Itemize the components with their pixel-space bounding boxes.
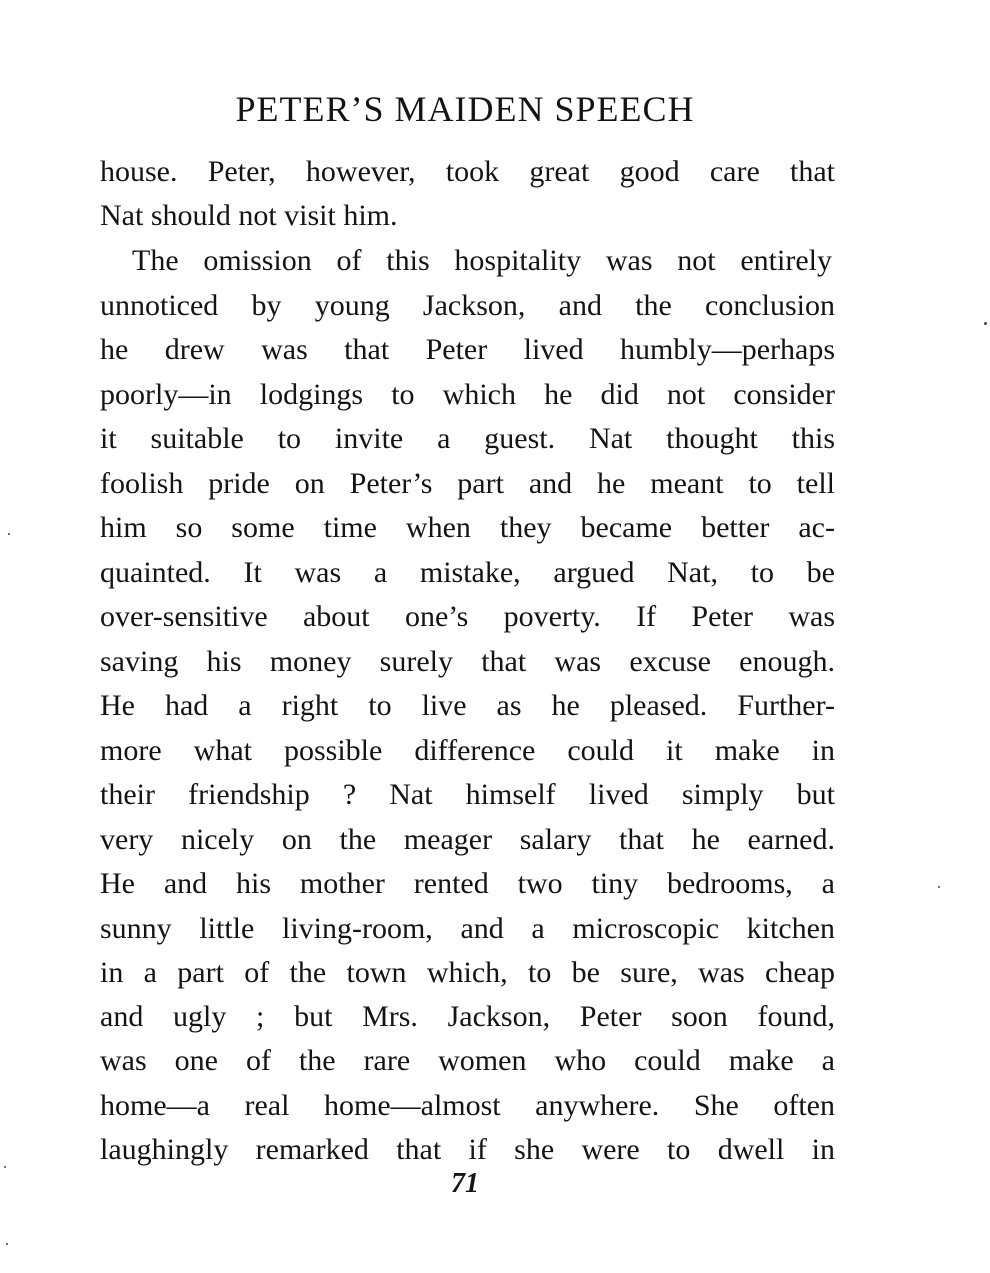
text-line: foolish pride on Peter’s part and he meant to tell	[100, 467, 835, 500]
text-line: sunny little living-room, and a microscopic kitchen	[100, 912, 835, 945]
text-line: home—a real home—almost anywhere. She often	[100, 1089, 835, 1122]
scan-speck	[938, 886, 940, 888]
text-line: and ugly ; but Mrs. Jackson, Peter soon found,	[100, 1000, 835, 1033]
text-line: he drew was that Peter lived humbly—perhaps	[100, 333, 835, 366]
text-line: quainted. It was a mistake, argued Nat, to be	[100, 556, 835, 589]
text-line: He and his mother rented two tiny bedrooms, a	[100, 867, 835, 900]
text-line: their friendship ? Nat himself lived simply but	[100, 778, 835, 811]
scan-speck	[4, 1166, 6, 1168]
page-number: 71	[451, 1168, 479, 1199]
text-line: unnoticed by young Jackson, and the conclusion	[100, 289, 835, 322]
text-line: was one of the rare women who could make a	[100, 1044, 835, 1077]
text-line: house. Peter, however, took great good care that	[100, 155, 835, 188]
text-line: more what possible difference could it make in	[100, 734, 835, 767]
text-line: He had a right to live as he pleased. Further-	[100, 689, 835, 722]
scan-speck	[6, 1243, 8, 1245]
text-line: laughingly remarked that if she were to dwell in	[100, 1133, 835, 1166]
text-line: over-sensitive about one’s poverty. If Peter was	[100, 600, 835, 633]
scan-speck	[8, 533, 10, 535]
text-line: The omission of this hospitality was not entirely	[132, 244, 832, 277]
text-line: him so some time when they became better ac-	[100, 511, 835, 544]
text-line: very nicely on the meager salary that he earned.	[100, 823, 835, 856]
text-line: poorly—in lodgings to which he did not consider	[100, 378, 835, 411]
running-head: PETER’S MAIDEN SPEECH	[235, 89, 695, 129]
text-line: it suitable to invite a guest. Nat thought this	[100, 422, 835, 455]
text-line: saving his money surely that was excuse enough.	[100, 645, 835, 678]
text-line: Nat should not visit him.	[100, 199, 398, 232]
text-line: in a part of the town which, to be sure, was cheap	[100, 956, 835, 989]
scan-speck	[984, 322, 987, 325]
